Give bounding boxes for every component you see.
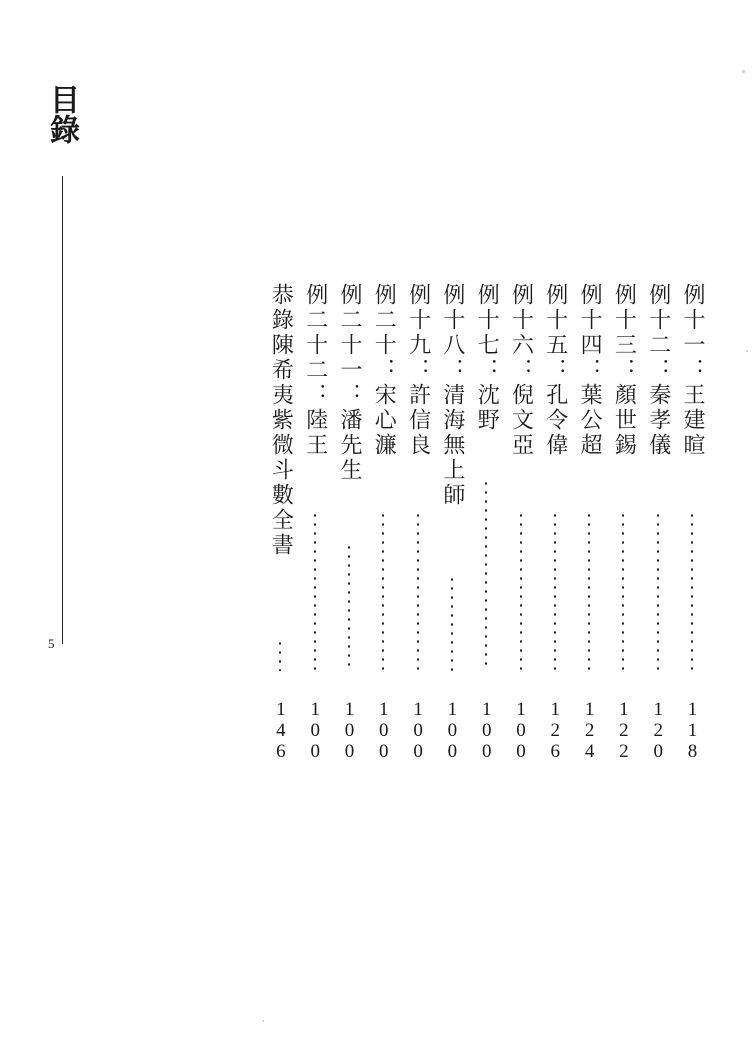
leader-dots xyxy=(485,479,487,671)
toc-entry-title: 例二十二：陸王 xyxy=(302,283,328,458)
toc-entry-page: 100 xyxy=(476,699,498,762)
toc-entry-page: 100 xyxy=(304,699,326,762)
toc-entry-page: 100 xyxy=(510,699,532,762)
leader-dots xyxy=(382,511,384,671)
toc-entry-title: 例十五：孔令偉 xyxy=(542,283,568,458)
toc-entry-page: 100 xyxy=(441,699,463,762)
toc-entry-title: 例十四：葉公超 xyxy=(577,283,603,458)
leader-dots xyxy=(348,543,350,671)
scan-speck xyxy=(746,350,748,352)
leader-dots xyxy=(417,511,419,671)
toc-entry-page: 100 xyxy=(339,699,360,762)
toc-entry-title: 例二十一：潘先生 xyxy=(337,283,362,483)
toc-entry-title: 例十三：顏世錫 xyxy=(611,283,637,458)
toc-entry-page: 100 xyxy=(373,699,395,762)
toc-entry-page: 122 xyxy=(613,699,635,762)
leader-dots xyxy=(279,639,281,671)
toc-entry-title: 例十一：王建暄 xyxy=(680,283,705,458)
leader-dots xyxy=(314,511,316,671)
title-rule xyxy=(62,176,63,644)
toc-entry-title: 恭錄陳希夷紫微斗數全書 xyxy=(268,283,294,558)
leader-dots xyxy=(520,511,522,671)
toc-entry-page: 120 xyxy=(647,699,669,762)
toc-entry-title: 例十八：清海無上師 xyxy=(439,283,465,508)
leader-dots xyxy=(588,511,590,671)
toc-entry-page: 146 xyxy=(270,699,292,762)
page-number: 5 xyxy=(48,636,55,651)
toc-entry-title: 例十二：秦孝儀 xyxy=(645,283,671,458)
toc-entry-title: 例十九：許信良 xyxy=(405,283,431,458)
section-title: 目錄 xyxy=(44,84,79,144)
toc-entry-title: 例十六：倪文亞 xyxy=(508,283,534,458)
toc-entry-page: 118 xyxy=(682,699,703,762)
scan-speck xyxy=(262,1020,264,1022)
leader-dots xyxy=(554,511,556,671)
toc-entry-page: 124 xyxy=(579,699,601,762)
leader-dots xyxy=(691,511,693,671)
toc-entry-title: 例十七：沈野 xyxy=(474,283,500,433)
toc-entry-title: 例二十：宋心濂 xyxy=(371,283,397,458)
toc-entry-page: 126 xyxy=(544,699,566,762)
leader-dots xyxy=(451,575,453,671)
leader-dots xyxy=(622,511,624,671)
scan-speck xyxy=(742,70,745,73)
leader-dots xyxy=(657,511,659,671)
toc-entry-page: 100 xyxy=(407,699,429,762)
